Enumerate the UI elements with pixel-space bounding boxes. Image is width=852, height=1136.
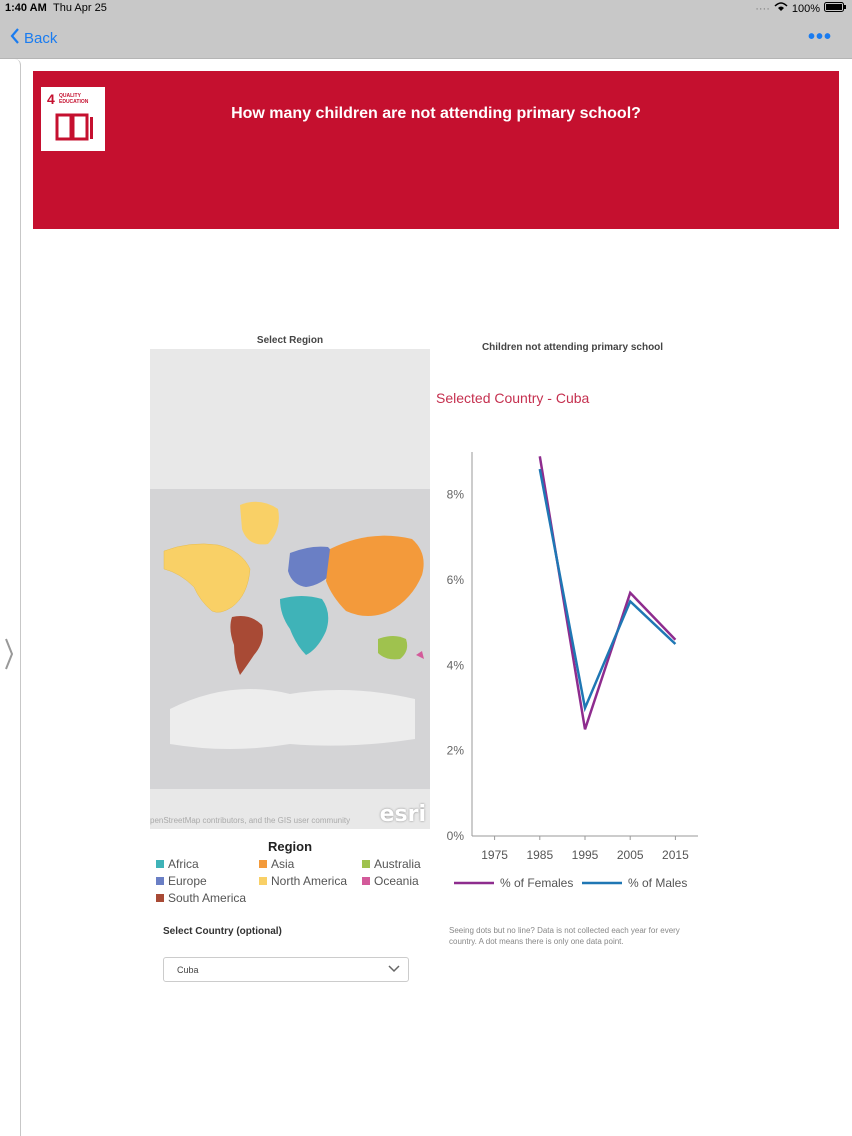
chevron-right-icon[interactable]: [4, 637, 14, 678]
header-banner: [33, 71, 839, 229]
country-select-label: Select Country (optional): [163, 926, 282, 937]
legend-swatch-asia: [259, 860, 267, 868]
legend-label-females: % of Females: [500, 876, 574, 890]
map-attribution: penStreetMap contributors, and the GIS user community: [150, 816, 351, 825]
y-tick-label: 4%: [446, 658, 464, 673]
legend-swatch-oceania: [362, 877, 370, 885]
chart-note: Seeing dots but no line? Data is not collected each year for every country. A dot means there is only one data point.: [449, 926, 680, 946]
legend-label: North America: [271, 874, 348, 888]
chevron-left-icon: [10, 28, 20, 48]
legend-item-australia[interactable]: [362, 857, 421, 871]
region-australia: [378, 636, 407, 659]
x-tick-label: 2015: [662, 848, 689, 862]
sdg-text: [59, 93, 88, 105]
legend-item-asia[interactable]: [259, 857, 294, 871]
status-date: Thu Apr 25: [53, 2, 107, 14]
x-tick-label: 1995: [571, 848, 599, 862]
legend-title: Region: [267, 839, 313, 854]
sdg-text-line-1: QUALITY: [59, 93, 81, 99]
country-select-value: Cuba: [177, 965, 199, 975]
status-time: 1:40 AM: [5, 2, 47, 14]
back-button[interactable]: [10, 28, 57, 48]
x-tick-label: 1975: [481, 848, 508, 862]
status-bar: [0, 0, 852, 18]
line-chart: [430, 440, 705, 900]
legend-item-north-america[interactable]: [259, 874, 347, 888]
legend-item-south-america[interactable]: [156, 891, 246, 905]
y-tick-label: 0%: [446, 829, 464, 843]
legend-swatch-europe: [156, 877, 164, 885]
legend-label: Europe: [168, 874, 207, 888]
y-tick-label: 2%: [446, 743, 464, 758]
sdg-number: 4: [47, 91, 55, 107]
series-line-males: [540, 469, 676, 708]
side-panel[interactable]: [0, 59, 21, 1136]
legend-item-europe[interactable]: [156, 874, 207, 888]
chart-subtitle: Selected Country - Cuba: [436, 390, 590, 406]
legend-item-africa[interactable]: [156, 857, 199, 871]
chart-title: Children not attending primary school: [481, 342, 664, 353]
chevron-down-icon: [388, 962, 400, 976]
legend-label: Australia: [374, 857, 421, 871]
more-button[interactable]: •••: [807, 26, 832, 48]
legend-label: Africa: [168, 857, 199, 871]
status-right: [755, 2, 846, 15]
legend-label-males: % of Males: [628, 876, 688, 890]
wifi-icon: [774, 2, 788, 15]
nav-bar: [0, 18, 852, 59]
back-label: Back: [24, 29, 58, 47]
battery-percent: 100%: [791, 2, 820, 15]
legend-swatch-north-america: [259, 877, 267, 885]
legend-swatch-australia: [362, 860, 370, 868]
region-map[interactable]: [150, 349, 430, 829]
page-title: How many children are not attending primary school?: [231, 105, 641, 122]
map-title: Select Region: [256, 335, 324, 346]
legend-label: Asia: [271, 857, 295, 871]
legend-label: Oceania: [374, 874, 419, 888]
legend-swatch-south-america: [156, 894, 164, 902]
x-tick-label: 2005: [616, 848, 644, 862]
legend-item-oceania[interactable]: [362, 874, 419, 888]
esri-logo: esri: [379, 802, 426, 827]
world-map[interactable]: [150, 349, 430, 829]
series-line-females: [540, 456, 676, 729]
y-tick-label: 6%: [446, 573, 464, 587]
country-select[interactable]: [163, 957, 409, 982]
legend-swatch-africa: [156, 860, 164, 868]
sdg-text-line-2: EDUCATION: [59, 99, 89, 105]
y-tick-label: 8%: [446, 487, 464, 502]
signal-icon: ····: [755, 2, 770, 15]
x-tick-label: 1985: [526, 848, 554, 862]
legend-label: South America: [168, 891, 247, 905]
battery-icon: [824, 2, 846, 15]
